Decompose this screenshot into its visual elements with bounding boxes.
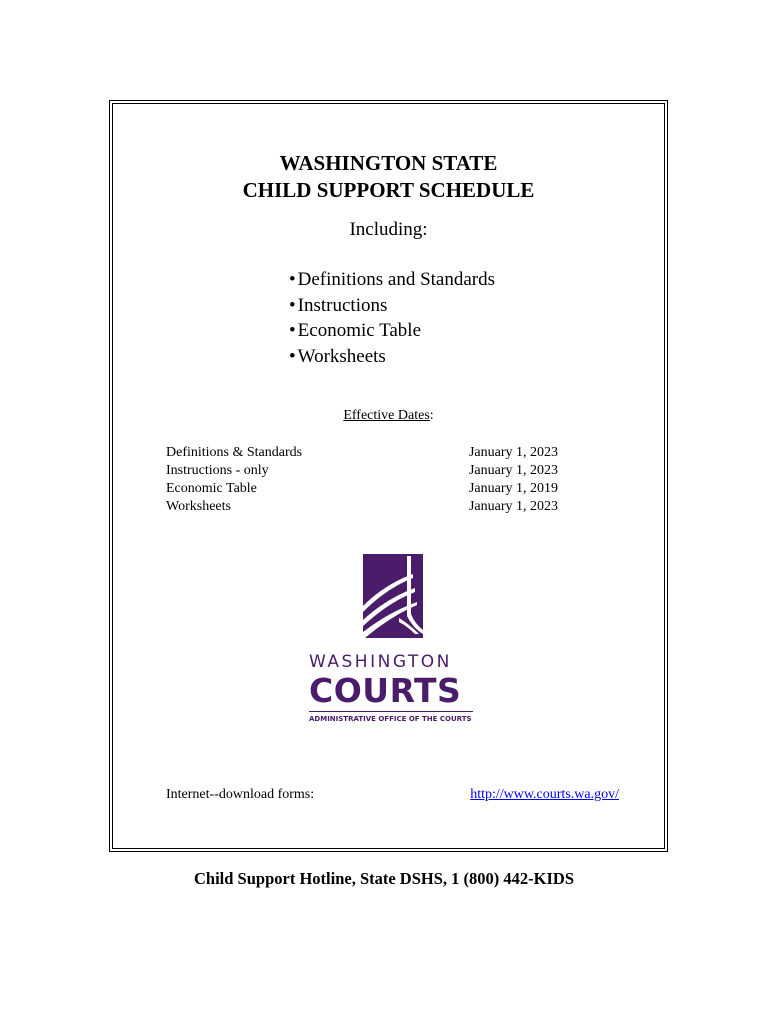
table-row xyxy=(166,462,558,480)
list-item: • Worksheets xyxy=(289,344,495,370)
title-line-1: WASHINGTON STATE xyxy=(279,151,498,175)
including-label: Including: xyxy=(349,219,428,240)
list-item: • Instructions xyxy=(289,293,495,319)
date-item: Economic Table xyxy=(166,481,257,496)
effective-dates-heading xyxy=(113,408,664,424)
table-row xyxy=(166,480,558,498)
document-title xyxy=(113,150,664,204)
date-value: January 1, 2023 xyxy=(468,445,558,460)
date-item: Definitions & Standards xyxy=(166,445,303,460)
contents-list xyxy=(289,267,495,369)
effective-dates-colon: : xyxy=(429,408,434,423)
date-value: January 1, 2023 xyxy=(468,499,558,514)
hotline-text: Child Support Hotline, State DSHS, 1 (800) 442-KIDS xyxy=(193,869,574,888)
cover-frame xyxy=(112,103,665,849)
logo-courts-text: COURTS xyxy=(309,671,462,710)
date-value: January 1, 2023 xyxy=(468,463,558,478)
logo-aoc-text: ADMINISTRATIVE OFFICE OF THE COURTS xyxy=(309,711,473,723)
list-item: • Economic Table xyxy=(289,318,495,344)
list-item: • Definitions and Standards xyxy=(289,267,495,293)
date-item: Instructions - only xyxy=(166,463,269,478)
effective-dates-label: Effective Dates xyxy=(343,408,430,423)
title-line-2: CHILD SUPPORT SCHEDULE xyxy=(242,178,535,202)
courts-emblem-icon xyxy=(363,554,423,638)
date-item: Worksheets xyxy=(166,499,231,514)
table-row xyxy=(166,444,558,462)
courts-website-link[interactable]: http://www.courts.wa.gov/ xyxy=(470,787,619,802)
date-value: January 1, 2019 xyxy=(468,481,558,496)
internet-row xyxy=(166,787,619,803)
table-row xyxy=(166,498,558,516)
logo-washington-text: WASHINGTON xyxy=(309,652,452,672)
washington-courts-logo xyxy=(309,554,473,723)
internet-label: Internet--download forms: xyxy=(166,787,315,802)
effective-dates-table xyxy=(166,444,558,516)
